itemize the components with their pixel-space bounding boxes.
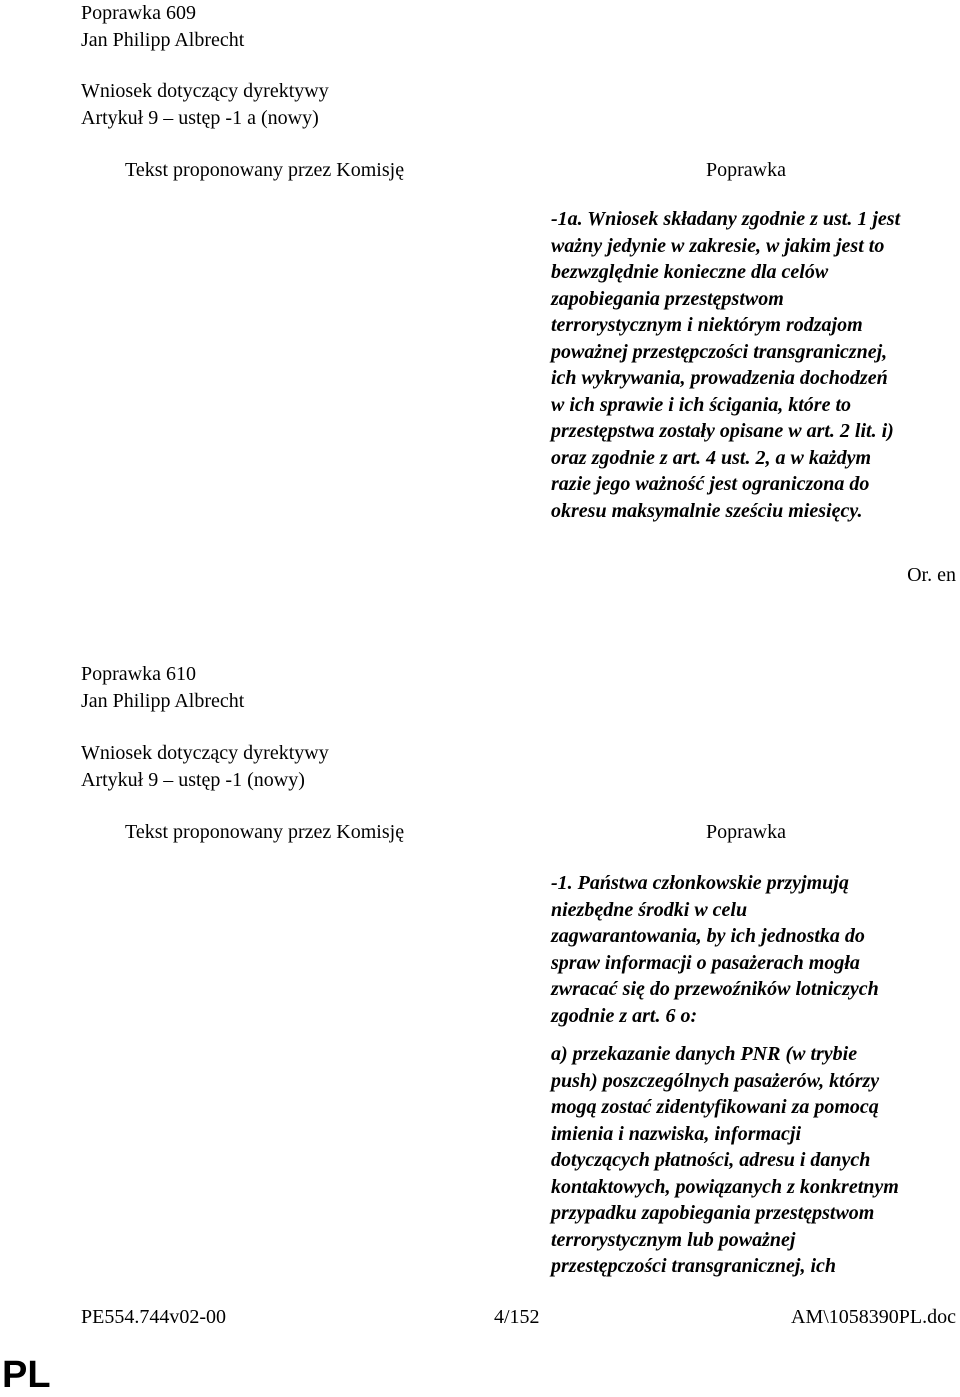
amendment-609-reference: [81, 78, 329, 131]
amendment-number: Poprawka 609: [81, 2, 196, 24]
amendment-610-reference: [81, 740, 329, 793]
amendment-text-line: kontaktowych, powiązanych z konkretnym: [551, 1175, 899, 1198]
amendment-text-line: mogą zostać zidentyfikowani za pomocą: [551, 1096, 879, 1118]
amendment-text-line: niezbędne środki w celu: [551, 898, 748, 921]
amendment-text-line: zapobiegania przestępstwom: [551, 287, 784, 310]
column-header-amendment: Poprawka: [706, 159, 786, 181]
article-reference: Artykuł 9 – ustęp -1 (nowy): [81, 768, 305, 791]
proposal-title: Wniosek dotyczący dyrektywy: [81, 80, 329, 102]
amendment-text-line: razie jego ważność jest ograniczona do: [551, 473, 870, 495]
amendment-text-line: okresu maksymalnie sześciu miesięcy.: [551, 499, 863, 522]
amendment-610-header: [81, 661, 244, 714]
language-code: PL: [2, 1354, 51, 1396]
amendment-text-line: terrorystycznym lub poważnej: [551, 1228, 796, 1251]
amendment-text-line: spraw informacji o pasażerach mogła: [551, 951, 860, 974]
amendment-text-line: -1a. Wniosek składany zgodnie z ust. 1 jest: [551, 208, 901, 230]
amendment-text-line: -1. Państwa członkowskie przyjmują: [551, 872, 849, 894]
amendment-text-line: zwracać się do przewoźników lotniczych: [551, 978, 879, 1000]
article-reference: Artykuł 9 – ustęp -1 a (nowy): [81, 106, 319, 129]
column-header-amendment: Poprawka: [706, 821, 786, 843]
amendment-author: Jan Philipp Albrecht: [81, 689, 245, 712]
column-header-commission-text: Tekst proponowany przez Komisję: [125, 159, 405, 181]
footer-page-number: 4/152: [494, 1306, 540, 1328]
amendment-text-line: w ich sprawie i ich ścigania, które to: [551, 393, 852, 416]
amendment-author: Jan Philipp Albrecht: [81, 28, 245, 51]
amendment-609-text: [551, 206, 951, 524]
original-language-note: Or. en: [907, 564, 956, 586]
column-header-commission-text: Tekst proponowany przez Komisję: [125, 821, 405, 843]
amendment-text-line: przypadku zapobiegania przestępstwom: [551, 1202, 875, 1224]
amendment-610-paragraph-2: [551, 1041, 951, 1280]
amendment-text-line: terrorystycznym i niektórym rodzajom: [551, 314, 863, 336]
amendment-text-line: przestępstwa zostały opisane w art. 2 lit. i): [551, 420, 894, 442]
amendment-text-line: dotyczących płatności, adresu i danych: [551, 1149, 871, 1171]
footer-reference: PE554.744v02-00: [81, 1306, 226, 1328]
amendment-text-line: poważnej przestępczości transgranicznej,: [551, 340, 888, 363]
amendment-text-line: ich wykrywania, prowadzenia dochodzeń: [551, 367, 888, 389]
amendment-text-line: przestępczości transgranicznej, ich: [551, 1255, 837, 1277]
amendment-text-line: zagwarantowania, by ich jednostka do: [551, 925, 865, 947]
amendment-text-line: a) przekazanie danych PNR (w trybie: [551, 1043, 858, 1065]
amendment-610-paragraph-1: [551, 870, 951, 1029]
amendment-text-line: ważny jedynie w zakresie, w jakim jest to: [551, 234, 885, 257]
footer-file-name: AM\1058390PL.doc: [791, 1306, 956, 1328]
amendment-text-line: oraz zgodnie z art. 4 ust. 2, a w każdym: [551, 446, 872, 469]
amendment-number: Poprawka 610: [81, 663, 196, 685]
proposal-title: Wniosek dotyczący dyrektywy: [81, 742, 329, 764]
amendment-609-header: [81, 0, 244, 53]
amendment-text-line: zgodnie z art. 6 o:: [551, 1004, 698, 1027]
amendment-text-line: imienia i nazwiska, informacji: [551, 1122, 802, 1145]
amendment-text-line: bezwzględnie konieczne dla celów: [551, 261, 829, 283]
amendment-text-line: push) poszczególnych pasażerów, którzy: [551, 1069, 880, 1092]
